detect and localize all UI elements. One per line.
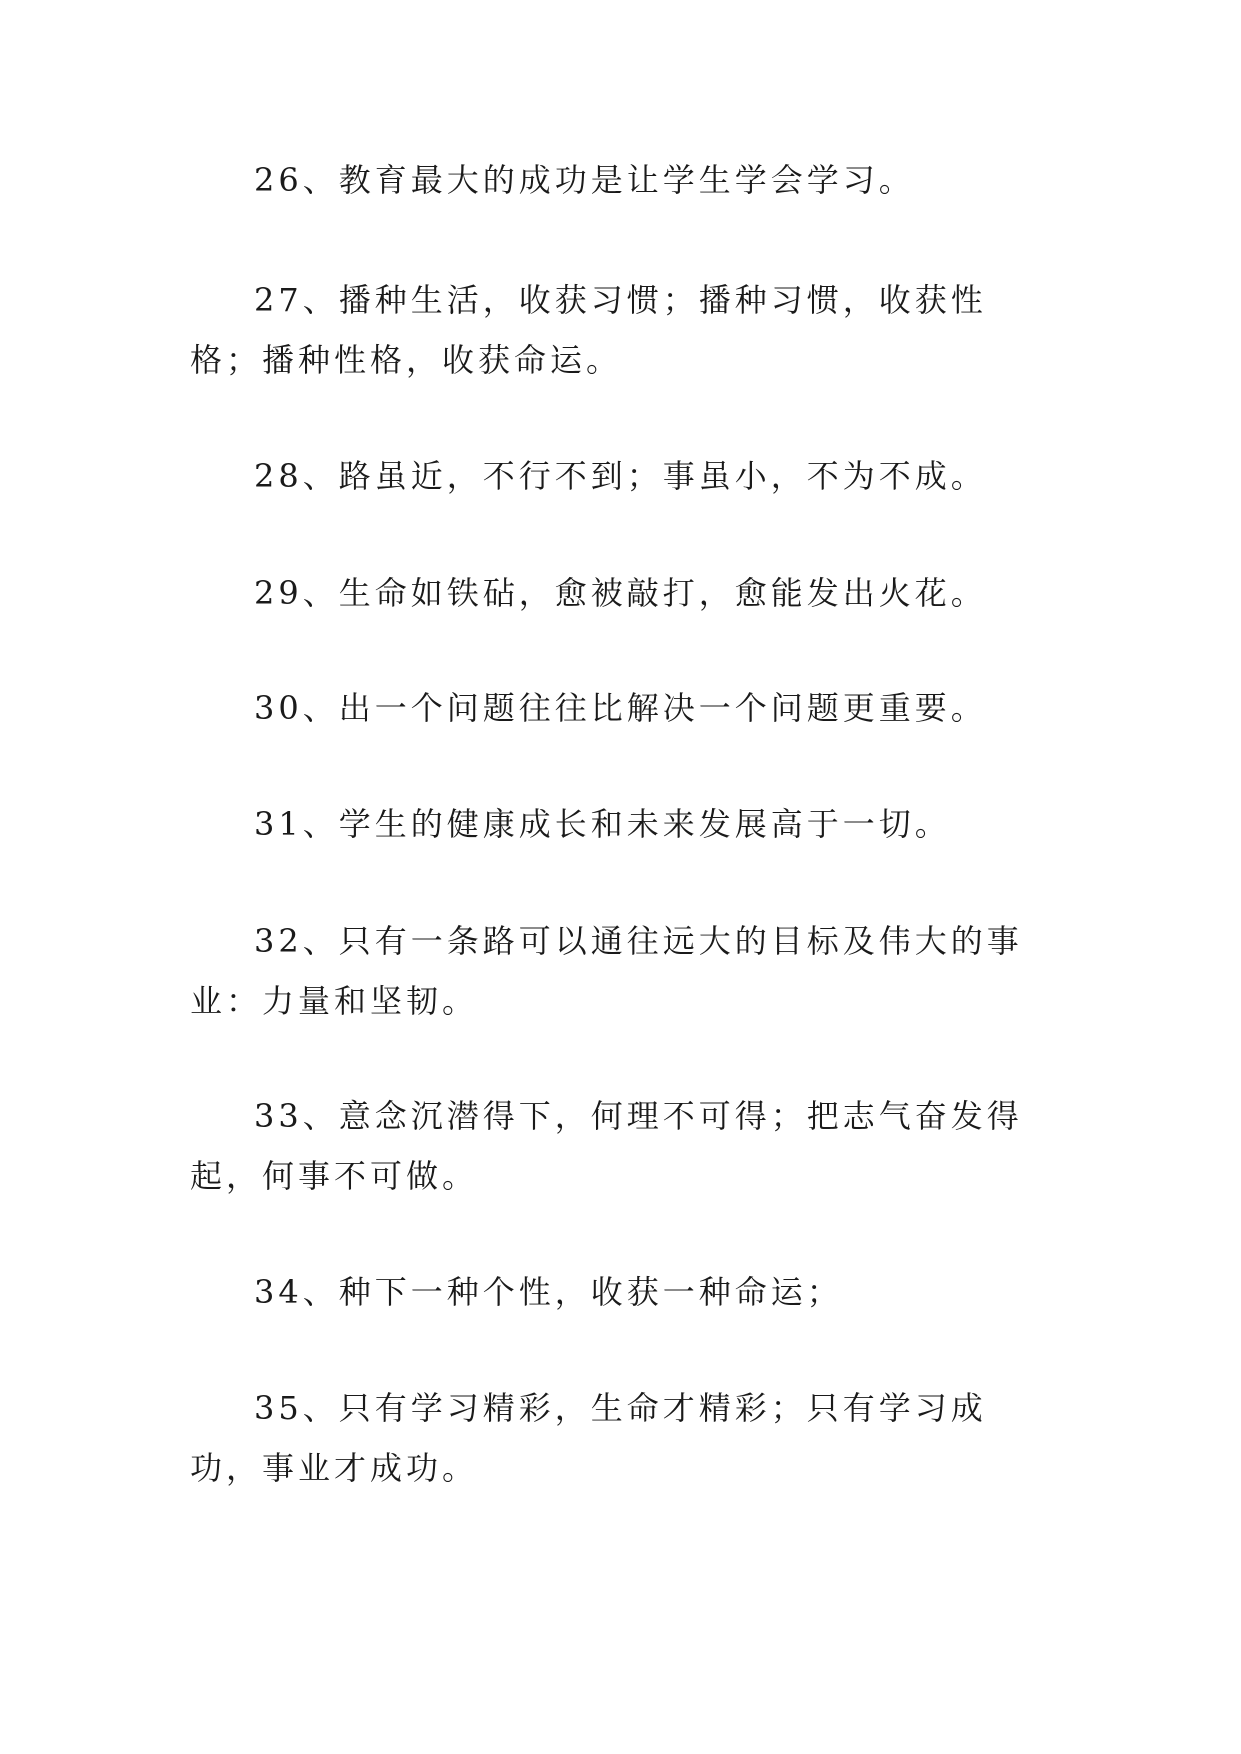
paragraph-text: 27、播种生活，收获习惯；播种习惯，收获性格；播种性格，收获命运。 [190, 281, 987, 379]
paragraph-text: 32、只有一条路可以通往远大的目标及伟大的事业：力量和坚韧。 [190, 922, 1023, 1020]
paragraph-text: 30、出一个问题往往比解决一个问题更重要。 [254, 689, 987, 727]
paragraph-33 [190, 1086, 1050, 1206]
paragraph-29 [190, 563, 1050, 623]
paragraph-28 [190, 446, 1050, 506]
paragraph-35 [190, 1378, 1050, 1498]
paragraph-31 [190, 794, 1050, 854]
paragraph-26 [190, 150, 1050, 210]
paragraph-text: 28、路虽近，不行不到；事虽小，不为不成。 [254, 457, 987, 495]
paragraph-27 [190, 270, 1050, 390]
paragraph-text: 33、意念沉潜得下，何理不可得；把志气奋发得起，何事不可做。 [190, 1097, 1023, 1195]
paragraph-text: 35、只有学习精彩，生命才精彩；只有学习成功，事业才成功。 [190, 1389, 987, 1487]
paragraph-text: 34、种下一种个性，收获一种命运； [254, 1273, 843, 1311]
paragraph-34 [190, 1262, 1050, 1322]
paragraph-text: 29、生命如铁砧，愈被敲打，愈能发出火花。 [254, 574, 987, 612]
paragraph-32 [190, 911, 1050, 1031]
paragraph-text: 26、教育最大的成功是让学生学会学习。 [254, 161, 915, 199]
paragraph-text: 31、学生的健康成长和未来发展高于一切。 [254, 805, 951, 843]
paragraph-30 [190, 678, 1050, 738]
